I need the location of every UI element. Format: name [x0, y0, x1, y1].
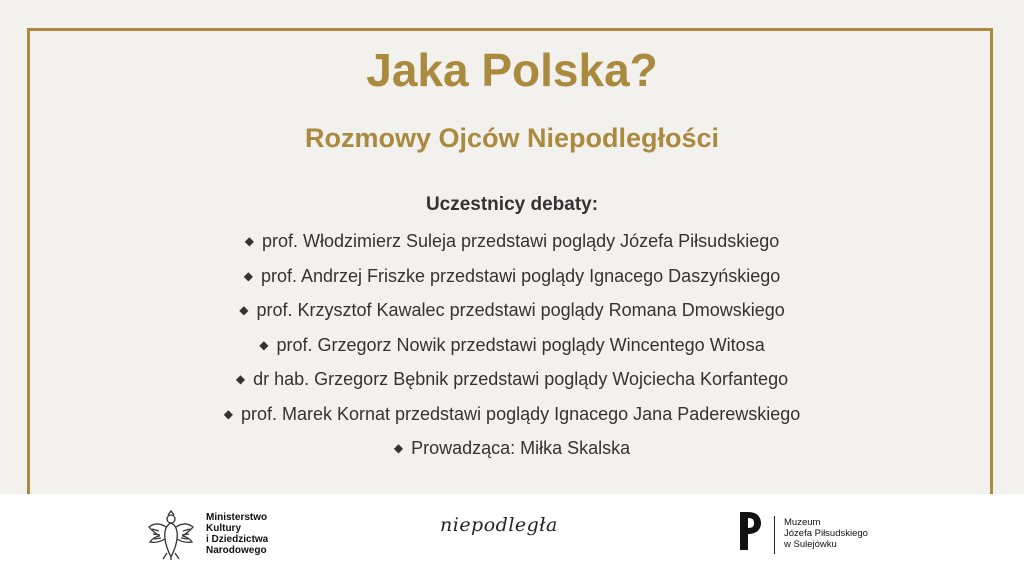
- list-item: ◆ prof. Krzysztof Kawalec przedstawi poglądy Romana Dmowskiego: [239, 300, 785, 320]
- eagle-emblem-icon: [146, 509, 196, 561]
- list-item: ◆ prof. Włodzimierz Suleja przedstawi poglądy Józefa Piłsudskiego: [244, 231, 780, 251]
- diamond-bullet-icon: ◆: [244, 234, 254, 248]
- museum-logo: [738, 510, 898, 560]
- participants-list: [0, 224, 1024, 466]
- list-item: ◆ Prowadząca: Miłka Skalska: [393, 438, 631, 458]
- ministry-name: Ministerstwo Kultury i Dziedzictwa Narodowego: [206, 512, 269, 556]
- museum-p-logo-icon: [738, 510, 762, 554]
- logo-divider: [774, 516, 775, 554]
- diamond-bullet-icon: ◆: [239, 303, 249, 317]
- ministry-logo: [146, 509, 296, 561]
- niepodlegla-logo: niepodległa: [440, 514, 558, 536]
- diamond-bullet-icon: ◆: [393, 441, 404, 455]
- diamond-bullet-icon: ◆: [243, 268, 253, 283]
- list-item: ◆ prof. Grzegorz Nowik przedstawi poglądy Wincentego Witosa: [259, 334, 765, 355]
- diamond-bullet-icon: ◆: [235, 372, 246, 386]
- museum-name: Muzeum Józefa Piłsudskiego w Sulejówku: [784, 517, 868, 550]
- list-item: ◆ prof. Andrzej Friszke przedstawi poglądy Ignacego Daszyńskiego: [243, 265, 781, 286]
- participants-heading: Uczestnicy debaty:: [425, 194, 599, 215]
- list-item: ◆ prof. Marek Kornat przedstawi poglądy Ignacego Jana Paderewskiego: [223, 403, 801, 424]
- diamond-bullet-icon: ◆: [223, 406, 233, 421]
- list-item: ◆ dr hab. Grzegorz Bębnik przedstawi poglądy Wojciecha Korfantego: [235, 369, 789, 389]
- footer-logos: [0, 494, 1024, 576]
- page-subtitle: Rozmowy Ojców Niepodległości: [304, 123, 720, 153]
- diamond-bullet-icon: ◆: [259, 337, 269, 352]
- page-title: Jaka Polska?: [366, 44, 658, 96]
